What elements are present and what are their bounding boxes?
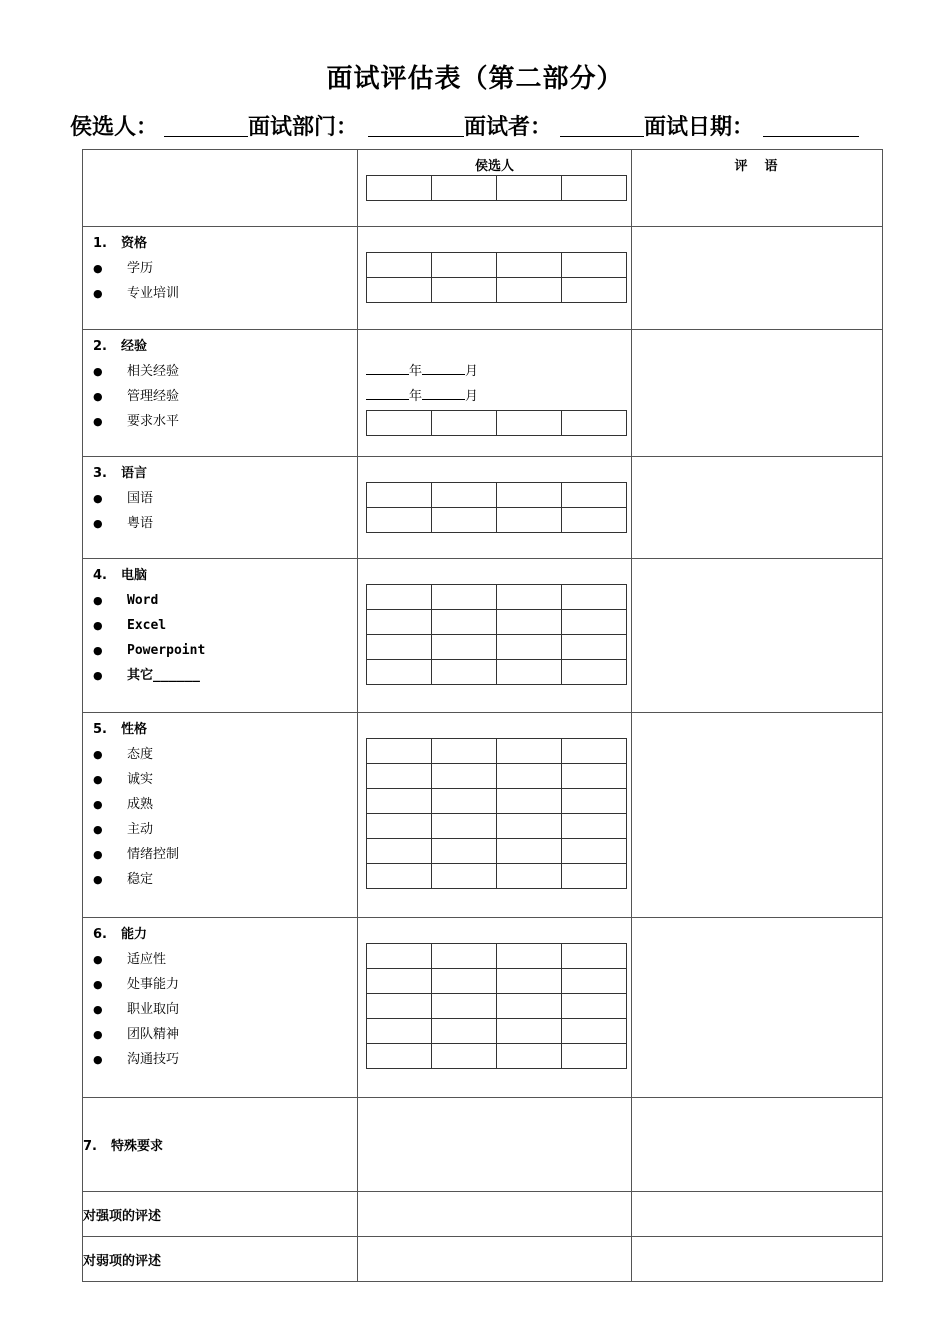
bullet-icon: ● [93, 748, 103, 761]
rating-cell[interactable] [562, 660, 627, 685]
rating-cell[interactable] [497, 610, 562, 635]
interviewer-label: 面试者： [464, 115, 553, 140]
rating-grid [366, 482, 627, 533]
strengths-row [83, 1192, 883, 1237]
table-row [367, 176, 627, 201]
date-label: 面试日期： [644, 115, 755, 140]
table-row [367, 764, 627, 789]
rating-cell[interactable] [367, 278, 432, 303]
rating-cell[interactable] [497, 660, 562, 685]
rating-cell[interactable] [432, 839, 497, 864]
list-item: ● 态度 [93, 747, 154, 762]
list-item: ● 管理经验 [93, 389, 180, 404]
comment-col-header: 评 语 [734, 159, 780, 174]
rating-cell[interactable] [497, 814, 562, 839]
weaknesses-cell[interactable] [358, 1237, 632, 1282]
comment-cell[interactable] [632, 559, 883, 713]
rating-grid [366, 175, 627, 201]
table-row [367, 508, 627, 533]
rating-cell[interactable] [432, 944, 497, 969]
list-item: ● 职业取向 [93, 1002, 180, 1017]
weaknesses-label: 对弱项的评述 [83, 1237, 358, 1282]
rating-cell[interactable] [432, 739, 497, 764]
bullet-icon: ● [93, 953, 103, 966]
list-item: ● Excel [93, 618, 167, 633]
rating-cell[interactable] [432, 1044, 497, 1069]
comment-cell[interactable] [632, 457, 883, 559]
section-title: 3. 语言 [93, 466, 148, 481]
bullet-icon: ● [93, 517, 103, 530]
list-item: ● 相关经验 [93, 364, 180, 379]
list-item: ● 其它______ [93, 668, 200, 683]
list-item: ● Powerpoint [93, 643, 206, 658]
comment-col-cell [632, 150, 883, 227]
management-experience-input[interactable]: 年 月 [366, 385, 631, 410]
list-item: ● 主动 [93, 822, 154, 837]
section-title: 6. 能力 [93, 927, 148, 942]
rating-cell[interactable] [497, 739, 562, 764]
section-title: 4. 电脑 [93, 568, 148, 583]
rating-cell[interactable] [562, 585, 627, 610]
rating-cell[interactable] [562, 739, 627, 764]
rating-cell[interactable] [497, 483, 562, 508]
rating-cell[interactable] [562, 635, 627, 660]
comment-cell[interactable] [632, 1098, 883, 1192]
rating-cell[interactable] [562, 764, 627, 789]
bullet-icon: ● [93, 978, 103, 991]
rating-cell[interactable] [562, 1044, 627, 1069]
rating-cell[interactable] [497, 944, 562, 969]
evaluation-table [82, 149, 883, 1282]
table-row [367, 994, 627, 1019]
rating-cell[interactable] [497, 789, 562, 814]
table-row [367, 839, 627, 864]
list-item: ● 国语 [93, 491, 154, 506]
form-title: 面试评估表（第二部分） [326, 64, 624, 94]
rating-grid [366, 584, 627, 685]
rating-cell[interactable] [562, 1019, 627, 1044]
table-row [367, 814, 627, 839]
section-ability [83, 918, 883, 1098]
section-personality [83, 713, 883, 918]
bullet-icon: ● [93, 1053, 103, 1066]
rating-cell[interactable] [367, 864, 432, 889]
rating-cell[interactable] [367, 994, 432, 1019]
table-row [367, 585, 627, 610]
list-item: ● 稳定 [93, 872, 154, 887]
section-experience [83, 330, 883, 457]
bullet-icon: ● [93, 415, 103, 428]
rating-cell[interactable] [367, 969, 432, 994]
bullet-icon: ● [93, 823, 103, 836]
rating-cell[interactable] [562, 969, 627, 994]
rating-cell[interactable] [432, 969, 497, 994]
rating-cell[interactable] [367, 253, 432, 278]
rating-cell[interactable] [367, 814, 432, 839]
rating-cell[interactable] [432, 253, 497, 278]
bullet-icon: ● [93, 644, 103, 657]
candidate-label: 侯选人： [70, 115, 159, 140]
header-blank-cell [83, 150, 358, 227]
rating-cell[interactable] [367, 764, 432, 789]
comment-cell[interactable] [632, 330, 883, 457]
table-row [367, 483, 627, 508]
related-experience-input[interactable]: 年 月 [366, 360, 631, 385]
section-computer [83, 559, 883, 713]
bullet-icon: ● [93, 848, 103, 861]
rating-cell[interactable] [432, 864, 497, 889]
bullet-icon: ● [93, 365, 103, 378]
rating-cell[interactable] [367, 585, 432, 610]
department-blank[interactable] [368, 110, 464, 137]
table-row [367, 1044, 627, 1069]
list-item: ● 团队精神 [93, 1027, 180, 1042]
rating-cell[interactable] [432, 176, 497, 201]
rating-cell[interactable] [432, 483, 497, 508]
date-blank[interactable] [763, 110, 859, 137]
table-row [367, 411, 627, 436]
rating-cell[interactable] [562, 411, 627, 436]
rating-cell[interactable] [432, 994, 497, 1019]
rating-cell[interactable] [497, 635, 562, 660]
rating-cell[interactable] [367, 176, 432, 201]
list-item: ● 情绪控制 [93, 847, 180, 862]
rating-cell[interactable] [367, 635, 432, 660]
weaknesses-row [83, 1237, 883, 1282]
rating-cell[interactable] [562, 483, 627, 508]
bullet-icon: ● [93, 873, 103, 886]
rating-cell[interactable] [367, 610, 432, 635]
strengths-cell[interactable] [358, 1192, 632, 1237]
rating-cell[interactable] [432, 508, 497, 533]
rating-cell[interactable] [367, 1044, 432, 1069]
rating-cell[interactable] [497, 839, 562, 864]
rating-cell[interactable] [562, 278, 627, 303]
table-row [367, 789, 627, 814]
department-label: 面试部门： [248, 115, 359, 140]
section-special-requirements [83, 1098, 883, 1192]
rating-cell[interactable] [497, 994, 562, 1019]
table-row [367, 660, 627, 685]
rating-cell[interactable] [432, 789, 497, 814]
bullet-icon: ● [93, 669, 103, 682]
section-title: 2. 经验 [93, 339, 148, 354]
rating-cell[interactable] [562, 610, 627, 635]
bullet-icon: ● [93, 619, 103, 632]
rating-cell[interactable] [367, 660, 432, 685]
list-item: ● 处事能力 [93, 977, 180, 992]
bullet-icon: ● [93, 594, 103, 607]
bullet-icon: ● [93, 262, 103, 275]
rating-cell[interactable] [367, 739, 432, 764]
weaknesses-comment-cell[interactable] [632, 1237, 883, 1282]
rating-cell[interactable] [432, 585, 497, 610]
table-row [367, 635, 627, 660]
table-row [367, 944, 627, 969]
rating-cell[interactable] [367, 839, 432, 864]
comment-cell[interactable] [632, 713, 883, 918]
bullet-icon: ● [93, 1028, 103, 1041]
rating-cell[interactable] [367, 1019, 432, 1044]
list-item: ● 学历 [93, 261, 154, 276]
comment-cell[interactable] [632, 918, 883, 1098]
rating-cell[interactable] [562, 789, 627, 814]
rating-cell[interactable] [497, 585, 562, 610]
rating-cell[interactable] [367, 411, 432, 436]
rating-cell[interactable] [367, 508, 432, 533]
rating-cell[interactable] [562, 176, 627, 201]
bullet-icon: ● [93, 773, 103, 786]
rating-cell[interactable] [432, 814, 497, 839]
table-header-row [83, 150, 883, 227]
rating-cell[interactable] [562, 994, 627, 1019]
rating-cell[interactable] [497, 1019, 562, 1044]
list-item: ● 专业培训 [93, 286, 180, 301]
form-header [70, 110, 870, 144]
rating-cell[interactable] [432, 411, 497, 436]
rating-cell[interactable] [562, 944, 627, 969]
rating-cell[interactable] [497, 969, 562, 994]
section-qualification [83, 227, 883, 330]
list-item: ● 成熟 [93, 797, 154, 812]
list-item: ● 要求水平 [93, 414, 180, 429]
rating-cell[interactable] [432, 635, 497, 660]
bullet-icon: ● [93, 798, 103, 811]
table-row [367, 610, 627, 635]
rating-cell[interactable] [432, 764, 497, 789]
section-title: 5. 性格 [93, 722, 148, 737]
table-row [367, 253, 627, 278]
comment-cell[interactable] [632, 227, 883, 330]
rating-cell[interactable] [562, 253, 627, 278]
bullet-icon: ● [93, 492, 103, 505]
rating-cell[interactable] [497, 1044, 562, 1069]
table-row [367, 278, 627, 303]
rating-cell[interactable] [497, 411, 562, 436]
candidate-cell[interactable] [358, 1098, 632, 1192]
section-title: 7. 特殊要求 [83, 1098, 358, 1192]
table-row [367, 739, 627, 764]
rating-cell[interactable] [562, 508, 627, 533]
list-item: ● 诚实 [93, 772, 154, 787]
table-row [367, 1019, 627, 1044]
candidate-col-cell [358, 150, 632, 227]
list-item: ● 适应性 [93, 952, 167, 967]
strengths-label: 对强项的评述 [83, 1192, 358, 1237]
list-item: ● Word [93, 593, 159, 608]
list-item: ● 沟通技巧 [93, 1052, 180, 1067]
rating-cell[interactable] [367, 483, 432, 508]
list-item: ● 粤语 [93, 516, 154, 531]
rating-cell[interactable] [497, 508, 562, 533]
bullet-icon: ● [93, 1003, 103, 1016]
rating-cell[interactable] [497, 253, 562, 278]
rating-cell[interactable] [432, 278, 497, 303]
rating-cell[interactable] [562, 864, 627, 889]
strengths-comment-cell[interactable] [632, 1192, 883, 1237]
rating-cell[interactable] [432, 1019, 497, 1044]
rating-grid [366, 252, 627, 303]
bullet-icon: ● [93, 390, 103, 403]
rating-grid [366, 410, 627, 436]
rating-cell[interactable] [367, 944, 432, 969]
rating-cell[interactable] [432, 610, 497, 635]
section-language [83, 457, 883, 559]
rating-cell[interactable] [497, 864, 562, 889]
rating-cell[interactable] [562, 814, 627, 839]
rating-cell[interactable] [497, 278, 562, 303]
bullet-icon: ● [93, 287, 103, 300]
rating-grid [366, 738, 627, 889]
interviewer-blank[interactable] [560, 110, 644, 137]
rating-cell[interactable] [432, 660, 497, 685]
section-title: 1. 资格 [93, 236, 148, 251]
rating-cell[interactable] [497, 764, 562, 789]
rating-cell[interactable] [497, 176, 562, 201]
table-row [367, 864, 627, 889]
candidate-blank[interactable] [164, 110, 248, 137]
rating-cell[interactable] [562, 839, 627, 864]
table-row [367, 969, 627, 994]
rating-cell[interactable] [367, 789, 432, 814]
candidate-col-header: 侯选人 [474, 159, 514, 174]
rating-grid [366, 943, 627, 1069]
